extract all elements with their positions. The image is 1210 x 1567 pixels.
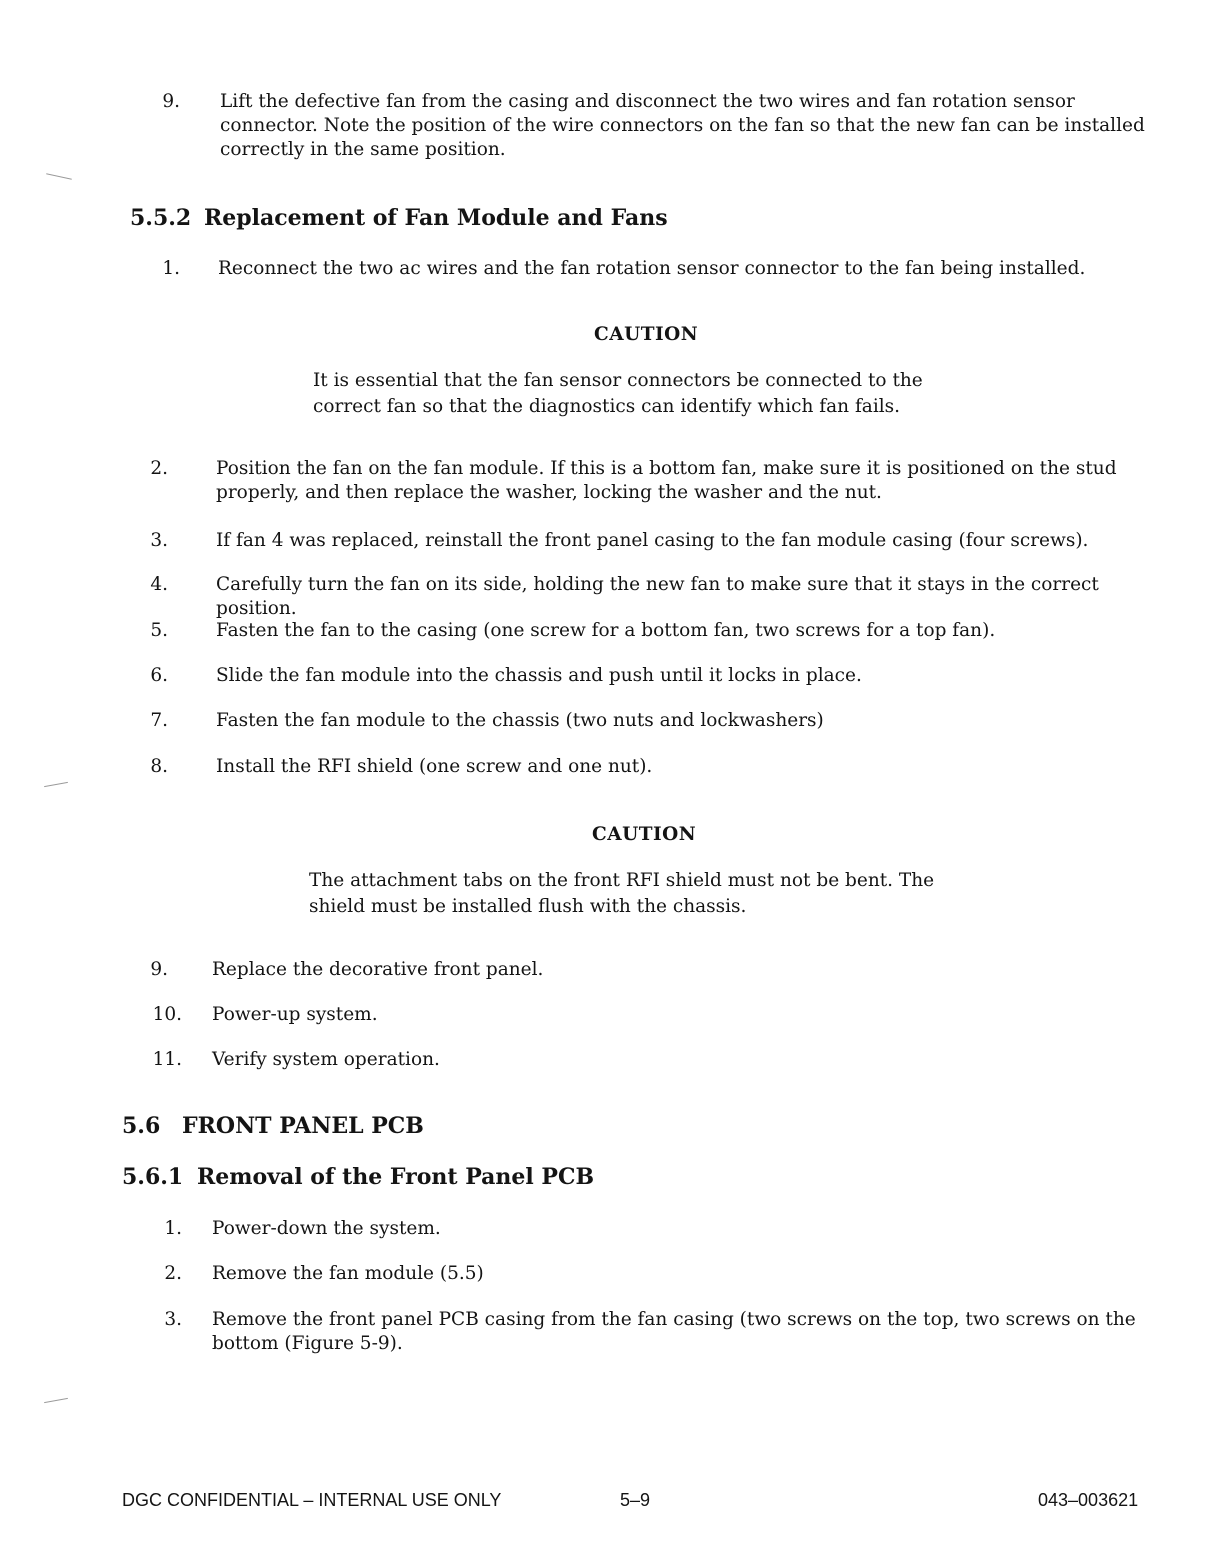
section-number: 5.5.2 [130,205,192,231]
step-text: Remove the fan module (5.5) [212,1263,484,1284]
step-number: 8. [150,756,168,777]
section-number: 5.6 [122,1113,161,1139]
step-number: 9. [162,91,180,112]
step-text: Fasten the fan module to the chassis (two nuts and lockwashers) [216,710,824,731]
step-number: 3. [150,530,168,551]
footer-page-number: 5–9 [620,1490,651,1510]
section-heading-5-6-1 [122,1164,772,1196]
caution-text: It is essential that the fan sensor connectors be connected to the correct fan so that the diagnostics can identify which fan fails. [313,370,923,417]
section-number: 5.6.1 [122,1164,184,1190]
step-number: 9. [150,959,168,980]
caution-text: The attachment tabs on the front RFI shield must not be bent. The shield must be installed flush with the chassis. [309,870,935,917]
step-text: Lift the defective fan from the casing and disconnect the two wires and fan rotation sensor connector. Note the position of the wire connectors on the fan so that the new fan can be installed correctly in the same position. [220,91,1145,160]
footer-confidential: DGC CONFIDENTIAL – INTERNAL USE ONLY [122,1490,502,1510]
footer-doc-number: 043–003621 [1038,1490,1139,1510]
step-number: 11. [152,1049,182,1070]
step-text: Carefully turn the fan on its side, holding the new fan to make sure that it stays in the correct position. [216,574,1099,619]
step-text: Slide the fan module into the chassis and push until it locks in place. [216,665,862,686]
step-text: Reconnect the two ac wires and the fan rotation sensor connector to the fan being installed. [218,258,1086,279]
caution-title: CAUTION [594,324,699,345]
section-title: FRONT PANEL PCB [182,1113,424,1139]
section-title: Removal of the Front Panel PCB [197,1164,595,1190]
step-text: Power-up system. [212,1004,378,1025]
step-number: 2. [150,458,168,479]
step-text: Verify system operation. [212,1049,440,1070]
step-text: Replace the decorative front panel. [212,959,544,980]
section-title: Replacement of Fan Module and Fans [204,205,668,231]
step-text: Power-down the system. [212,1218,441,1239]
step-number: 2. [164,1263,182,1284]
scan-mark [44,782,68,787]
step-number: 3. [164,1309,182,1330]
step-text: Install the RFI shield (one screw and one nut). [216,756,653,777]
step-text: If fan 4 was replaced, reinstall the front panel casing to the fan module casing (four screws). [216,530,1089,551]
step-text: Position the fan on the fan module. If this is a bottom fan, make sure it is positioned on the stud properly, and then replace the washer, locking the washer and the nut. [216,458,1117,503]
step-text: Remove the front panel PCB casing from the fan casing (two screws on the top, two screws on the bottom (Figure 5-9). [212,1309,1136,1354]
step-number: 5. [150,620,168,641]
step-text: Fasten the fan to the casing (one screw for a bottom fan, two screws for a top fan). [216,620,996,641]
section-heading-5-6 [122,1113,622,1145]
step-number: 6. [150,665,168,686]
step-number: 10. [152,1004,182,1025]
step-number: 1. [162,258,180,279]
scan-mark [46,173,72,179]
caution-title: CAUTION [592,824,697,845]
scan-mark [44,1398,68,1403]
step-number: 4. [150,574,168,595]
section-heading-5-5-2 [130,205,830,237]
step-number: 1. [164,1218,182,1239]
step-number: 7. [150,710,168,731]
